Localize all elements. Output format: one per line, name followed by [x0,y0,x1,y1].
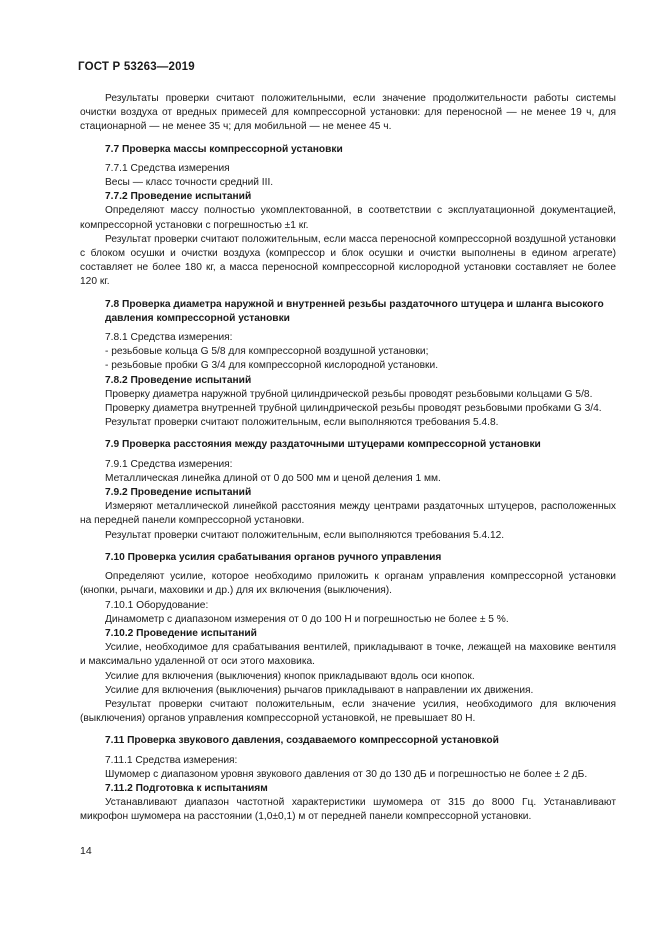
section-7-8-1-label: 7.8.1 Средства измерения: [105,332,233,344]
section-7-9-2-text-2: Результат проверки считают положительным, если выполняются требования 5.4.12. [105,529,505,541]
section-7-8-1-item-2: - резьбовые пробки G 3/4 для компрессорной кислородной установки. [105,360,439,372]
section-7-11-1-text: Шумомер с диапазоном уровня звукового давления от 30 до 130 дБ и погрешностью не более ± 2 дБ. [105,768,588,780]
document-body [80,92,616,825]
page-number: 14 [80,845,92,857]
section-7-7-2-text-2: Результат проверки считают положительным, если масса переносной компрессорной воздушной установки с блоком осушки и очистки воздуха (компрессор и блок осушки и очистки выполнены в едином агрегате) составляет не более 180 кг, а масса переносной компрессорной кислородной установки составляет не более 120 кг. [80,233,616,288]
section-7-10-2-heading: 7.10.2 Проведение испытаний [105,627,257,639]
section-7-10-2-text-2: Усилие для включения (выключения) кнопок прикладывают вдоль оси кнопок. [105,670,475,682]
section-7-7-2-heading: 7.7.2 Проведение испытаний [105,191,252,203]
section-7-9-2-heading: 7.9.2 Проведение испытаний [105,487,252,499]
section-7-8-2-heading: 7.8.2 Проведение испытаний [105,374,252,386]
section-7-10-heading: 7.10 Проверка усилия срабатывания органов ручного управления [105,551,442,563]
section-7-7-heading: 7.7 Проверка массы компрессорной установки [105,143,343,155]
section-7-10-intro: Определяют усилие, которое необходимо приложить к органам управления компрессорной установки (кнопки, рычаги, маховики и др.) для их включения (выключения). [80,571,616,597]
section-7-8-heading: 7.8 Проверка диаметра наружной и внутренней резьбы раздаточного штуцера и шланга высокого давления компрессорной установки [105,298,604,324]
section-7-10-2-text-4: Результат проверки считают положительным, если значение усилия, необходимого для включения (выключения) органов управления компрессорной установкой, не превышает 80 Н. [80,698,616,725]
section-7-10-1-text: Динамометр с диапазоном измерения от 0 до 100 Н и погрешностью не более ± 5 %. [105,613,509,625]
section-7-9-1-label: 7.9.1 Средства измерения: [105,458,233,470]
section-7-11-2-heading: 7.11.2 Подготовка к испытаниям [105,782,268,794]
section-7-9-1-text: Металлическая линейка длиной от 0 до 500 мм и ценой деления 1 мм. [105,472,441,484]
section-7-8-2-text-3: Результат проверки считают положительным, если выполняются требования 5.4.8. [105,417,499,429]
section-7-7-1-text: Весы — класс точности средний III. [105,177,274,189]
section-7-11-2-text: Устанавливают диапазон частотной характеристики шумомера от 315 до 8000 Гц. Устанавливают микрофон шумомера на расстоянии (1,0±0,1) м от передней панели компрессорной установки. [80,797,616,823]
document-code-header: ГОСТ Р 53263—2019 [78,61,195,73]
section-7-8-2-text-1: Проверку диаметра наружной трубной цилиндрической резьбы проводят резьбовыми кольцами G 5/8. [105,388,593,400]
section-7-10-2-text-3: Усилие для включения (выключения) рычагов прикладывают в направлении их движения. [105,684,534,696]
section-7-9-2-text-1: Измеряют металлической линейкой расстояния между центрами раздаточных штуцеров, расположенных на передней панели компрессорной установки. [80,501,616,527]
section-7-11-heading: 7.11 Проверка звукового давления, создаваемого компрессорной установкой [105,735,499,747]
section-7-8-2-text-2: Проверку диаметра внутренней трубной цилиндрической резьбы проводят резьбовыми пробками G 3/4. [105,403,602,415]
section-7-8-1-item-1: - резьбовые кольца G 5/8 для компрессорной воздушной установки; [105,346,429,358]
section-7-10-1-label: 7.10.1 Оборудование: [105,599,209,611]
section-7-11-1-label: 7.11.1 Средства измерения: [105,754,238,766]
section-7-7-1-label: 7.7.1 Средства измерения [105,162,230,174]
intro-paragraph: Результаты проверки считают положительными, если значение продолжительности работы системы очистки воздуха от вредных примесей для компрессорной установки: для переносной — не менее 19 ч, для стационарной — не менее 35 ч; для мобильной — не менее 45 ч. [80,93,616,133]
section-7-9-heading: 7.9 Проверка расстояния между раздаточными штуцерами компрессорной установки [105,439,541,451]
section-7-10-2-text-1: Усилие, необходимое для срабатывания вентилей, прикладывают в точке, лежащей на маховике вентиля и максимально удаленной от оси этого маховика. [80,642,616,668]
section-7-7-2-text-1: Определяют массу полностью укомплектованной, в соответствии с эксплуатационной документацией, компрессорной установки с погрешностью ±1 кг. [80,205,616,231]
